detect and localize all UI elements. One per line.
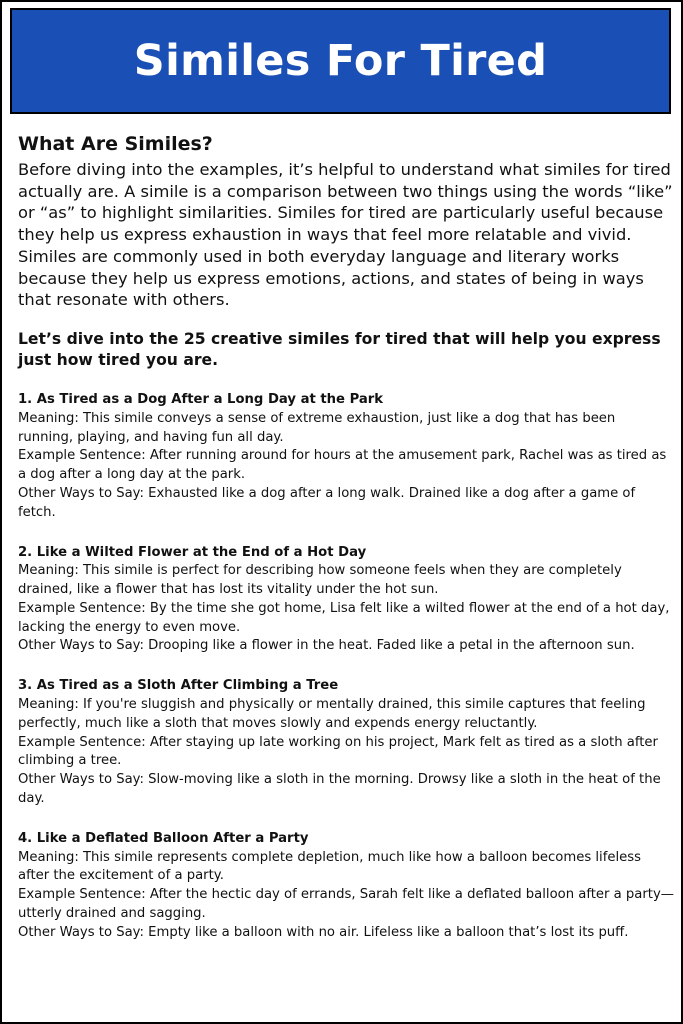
- simile-meaning: Meaning: This simile represents complete depletion, much like how a balloon becomes lifeless after the excitement of a party.: [18, 849, 641, 884]
- title-banner: [10, 8, 671, 114]
- simile-title: 4. Like a Deflated Balloon After a Party: [18, 830, 309, 846]
- simile-meaning: Meaning: If you're sluggish and physically or mentally drained, this simile captures that feeling perfectly, much like a sloth that moves slowly and expends energy reluctantly.: [18, 697, 646, 731]
- simile-other-ways: Other Ways to Say: Drooping like a flower in the heat. Faded like a petal in the afternoon sun.: [18, 638, 635, 654]
- simile-other-ways: Other Ways to Say: Empty like a balloon with no air. Lifeless like a balloon that’s lost its puff.: [18, 924, 629, 940]
- simile-title: 3. As Tired as a Sloth After Climbing a Tree: [18, 678, 339, 694]
- page-title: Similes For Tired: [133, 36, 548, 86]
- simile-item: [18, 677, 674, 809]
- simile-example: Example Sentence: After staying up late working on his project, Mark felt as tired as a sloth after climbing a tree.: [18, 734, 658, 769]
- simile-meaning: Meaning: This simile is perfect for describing how someone feels when they are completely drained, like a flower that has lost its vitality under the hot sun.: [18, 563, 622, 598]
- simile-example: Example Sentence: By the time she got home, Lisa felt like a wilted flower at the end of a hot day, lacking the energy to even move.: [18, 600, 670, 635]
- article-body: [18, 132, 674, 964]
- simile-other-ways: Other Ways to Say: Slow-moving like a sloth in the morning. Drowsy like a sloth in the heat of the day.: [18, 772, 661, 807]
- simile-list: [18, 391, 674, 943]
- simile-title: 1. As Tired as a Dog After a Long Day at the Park: [18, 391, 384, 407]
- simile-title: 2. Like a Wilted Flower at the End of a Hot Day: [18, 544, 367, 560]
- section-heading: What Are Similes?: [18, 133, 213, 155]
- simile-item: [18, 391, 674, 523]
- simile-other-ways: Other Ways to Say: Exhausted like a dog after a long walk. Drained like a dog after a game of fetch.: [18, 485, 636, 520]
- lead-paragraph: Let’s dive into the 25 creative similes for tired that will help you express just how tired you are.: [18, 329, 661, 369]
- simile-example: Example Sentence: After running around for hours at the amusement park, Rachel was as tired as a dog after a long day at the park.: [18, 448, 667, 483]
- simile-item: [18, 830, 674, 943]
- simile-item: [18, 544, 674, 657]
- simile-meaning: Meaning: This simile conveys a sense of extreme exhaustion, just like a dog that has been running, playing, and having fun all day.: [18, 410, 616, 445]
- intro-paragraph: Before diving into the examples, it’s helpful to understand what similes for tired actually are. A simile is a comparison between two things using the words “like” or “as” to highlight similarities. Similes for tired are particularly useful because they help us express exhaustion in ways that feel more relatable and vivid. Similes are commonly used in both everyday language and literary works because they help us express emotions, actions, and states of being in ways that resonate with others.: [18, 160, 673, 310]
- simile-example: Example Sentence: After the hectic day of errands, Sarah felt like a deflated balloon after a party—utterly drained and sagging.: [18, 887, 674, 922]
